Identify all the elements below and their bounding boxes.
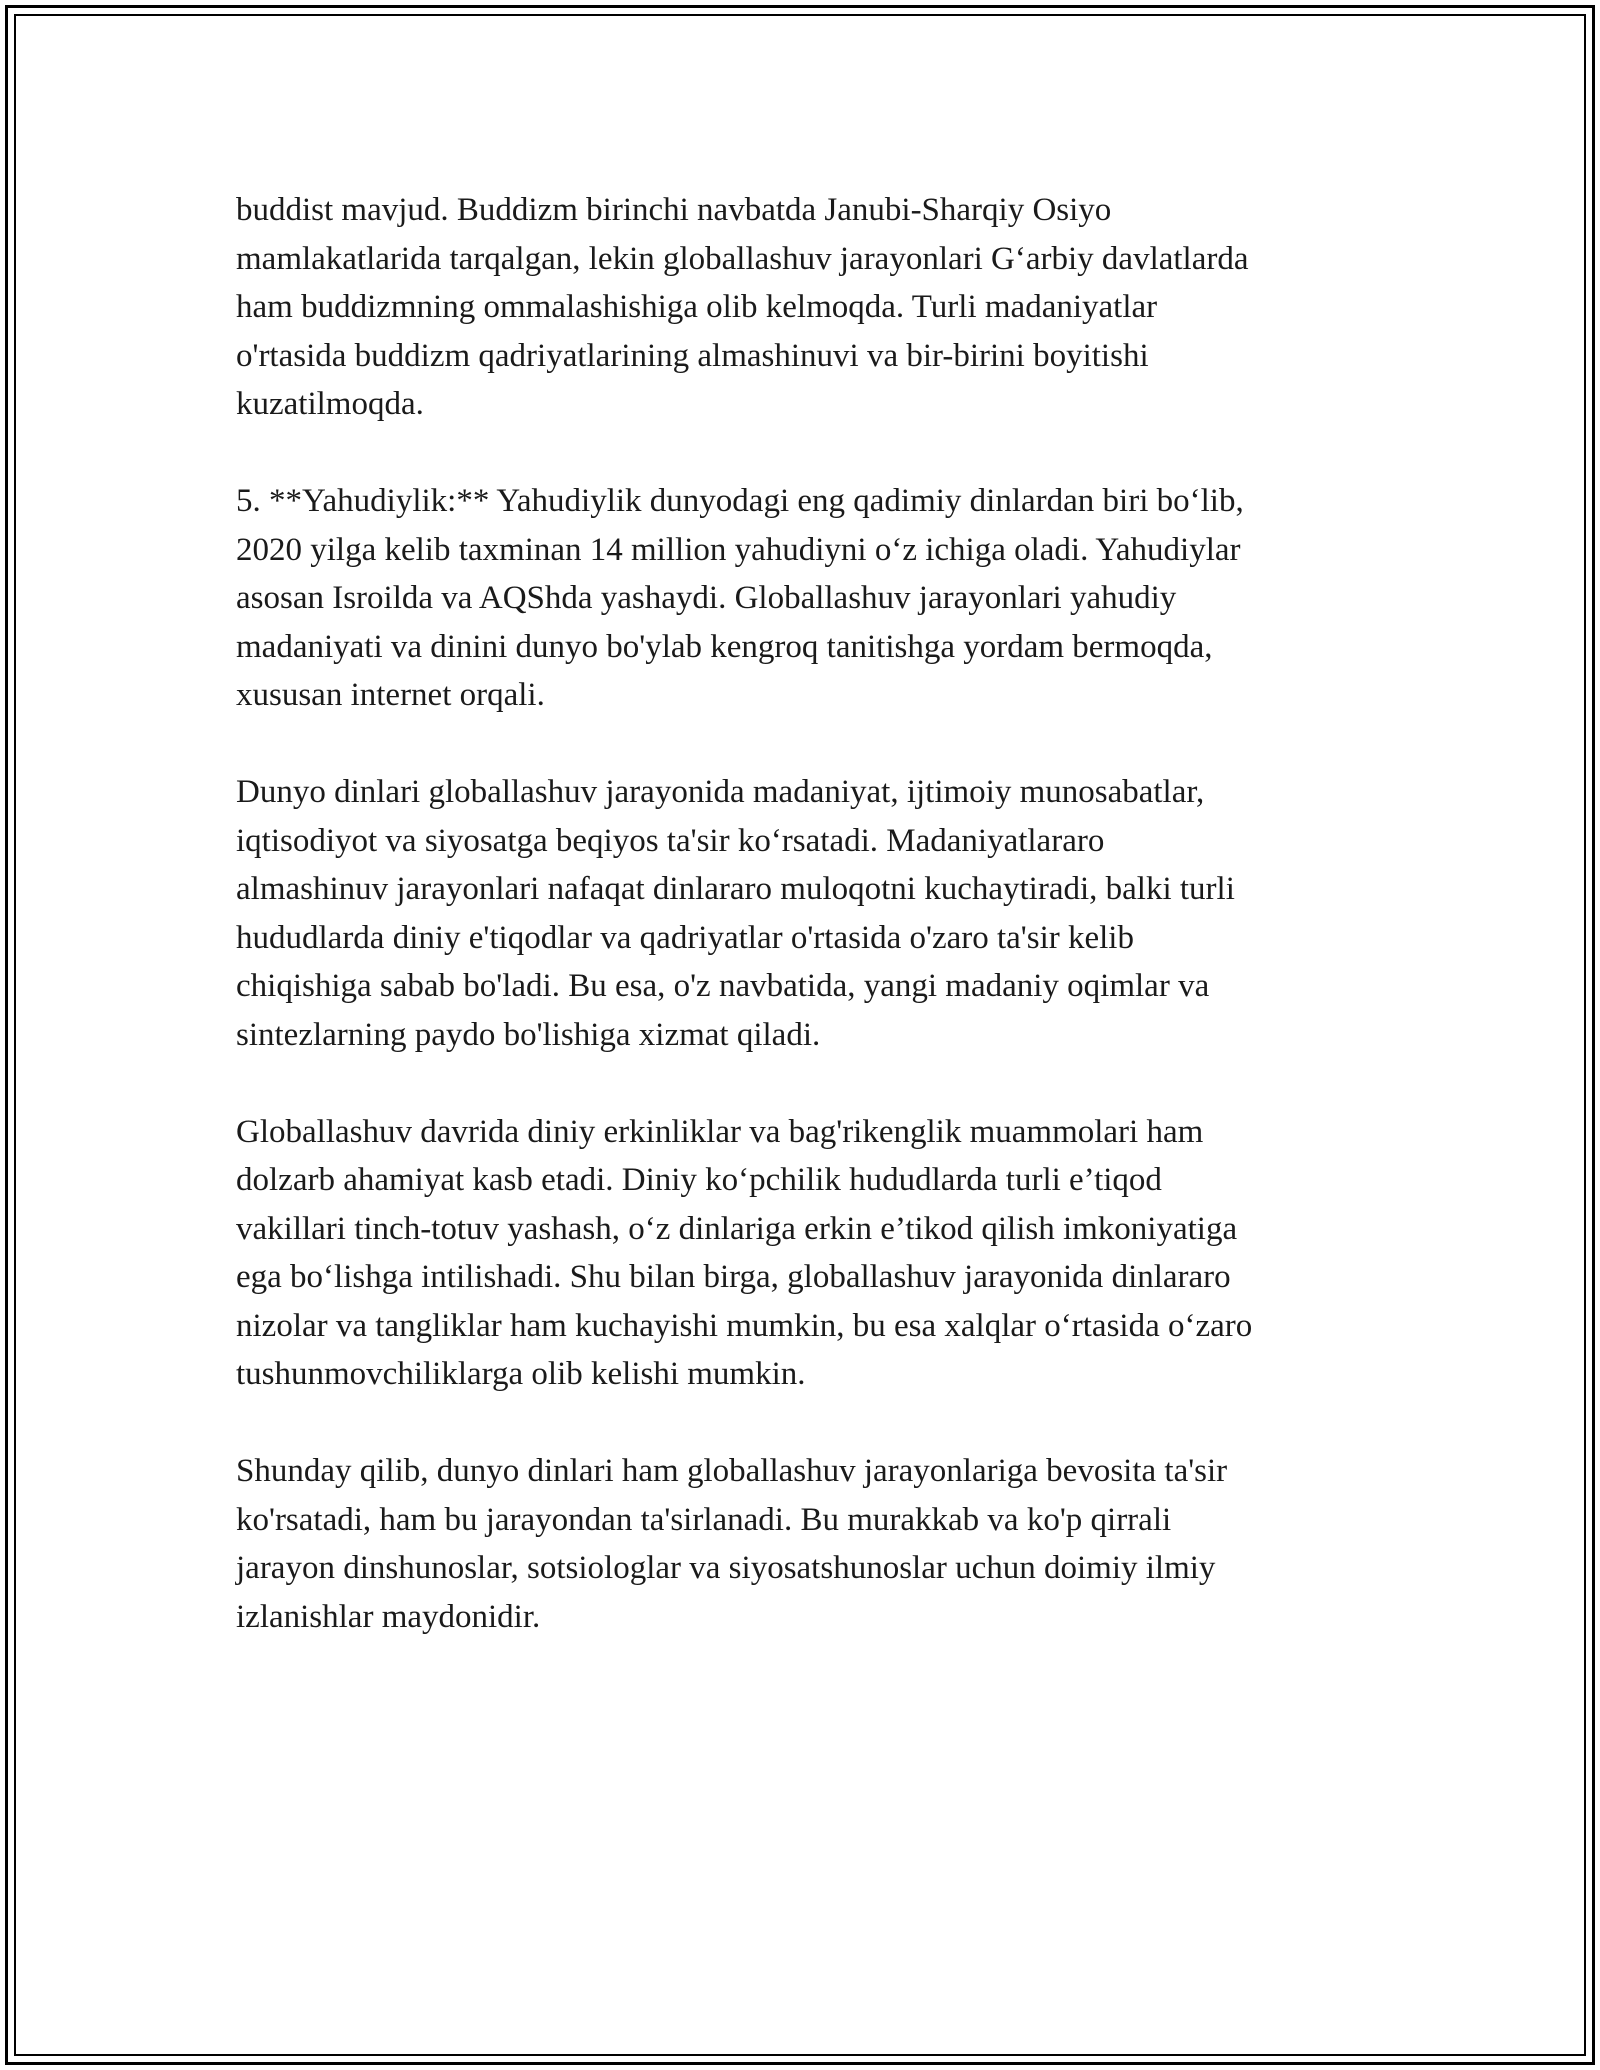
paragraph-judaism: 5. **Yahudiylik:** Yahudiylik dunyodagi eng qadimiy dinlardan biri bo‘lib, 2020 yilga kelib taxminan 14 million yahudiyni o‘z ichiga oladi. Yahudiylar asosan Isroilda va AQShda yashaydi. Globallashuv jarayonlari yahudiy madaniyati va dinini dunyo bo'ylab kengroq tanitishga yordam bermoqda, xususan internet orqali. [236,483,1244,713]
paragraph-buddhism: buddist mavjud. Buddizm birinchi navbatda Janubi-Sharqiy Osiyo mamlakatlarida tarqalgan, lekin globallashuv jarayonlari G‘arbiy davlatlarda ham buddizmning ommalashishiga olib kelmoqda. Turli madaniyatlar o'rtasida buddizm qadriyatlarining almashinuvi va bir-birini boyitishi kuzatilmoqda. [236,192,1249,422]
paragraph-cultural-exchange: Dunyo dinlari globallashuv jarayonida madaniyat, ijtimoiy munosabatlar, iqtisodiyot va siyosatga beqiyos ta'sir ko‘rsatadi. Madaniyatlararo almashinuv jarayonlari nafaqat dinlararo muloqotni kuchaytiradi, balki turli hududlarda diniy e'tiqodlar va qadriyatlar o'rtasida o'zaro ta'sir kelib chiqishiga sabab bo'ladi. Bu esa, o'z navbatida, yangi madaniy oqimlar va sintezlarning paydo bo'lishiga xizmat qiladi. [236,774,1235,1053]
paragraph-conclusion: Shunday qilib, dunyo dinlari ham globallashuv jarayonlariga bevosita ta'sir ko'rsatadi, ham bu jarayondan ta'sirlanadi. Bu murakkab va ko'p qirrali jarayon dinshunoslar, sotsiologlar va siyosatshunoslar uchun doimiy ilmiy izlanishlar maydonidir. [236,1453,1228,1635]
document-body [236,186,1366,1690]
paragraph-religious-freedom: Globallashuv davrida diniy erkinliklar va bag'rikenglik muammolari ham dolzarb ahamiyat kasb etadi. Diniy ko‘pchilik hududlarda turli e’tiqod vakillari tinch-totuv yashash, o‘z dinlariga erkin e’tikod qilish imkoniyatiga ega bo‘lishga intilishadi. Shu bilan birga, globallashuv jarayonida dinlararo nizolar va tangliklar ham kuchayishi mumkin, bu esa xalqlar o‘rtasida o‘zaro tushunmovchiliklarga olib kelishi mumkin. [236,1113,1253,1392]
